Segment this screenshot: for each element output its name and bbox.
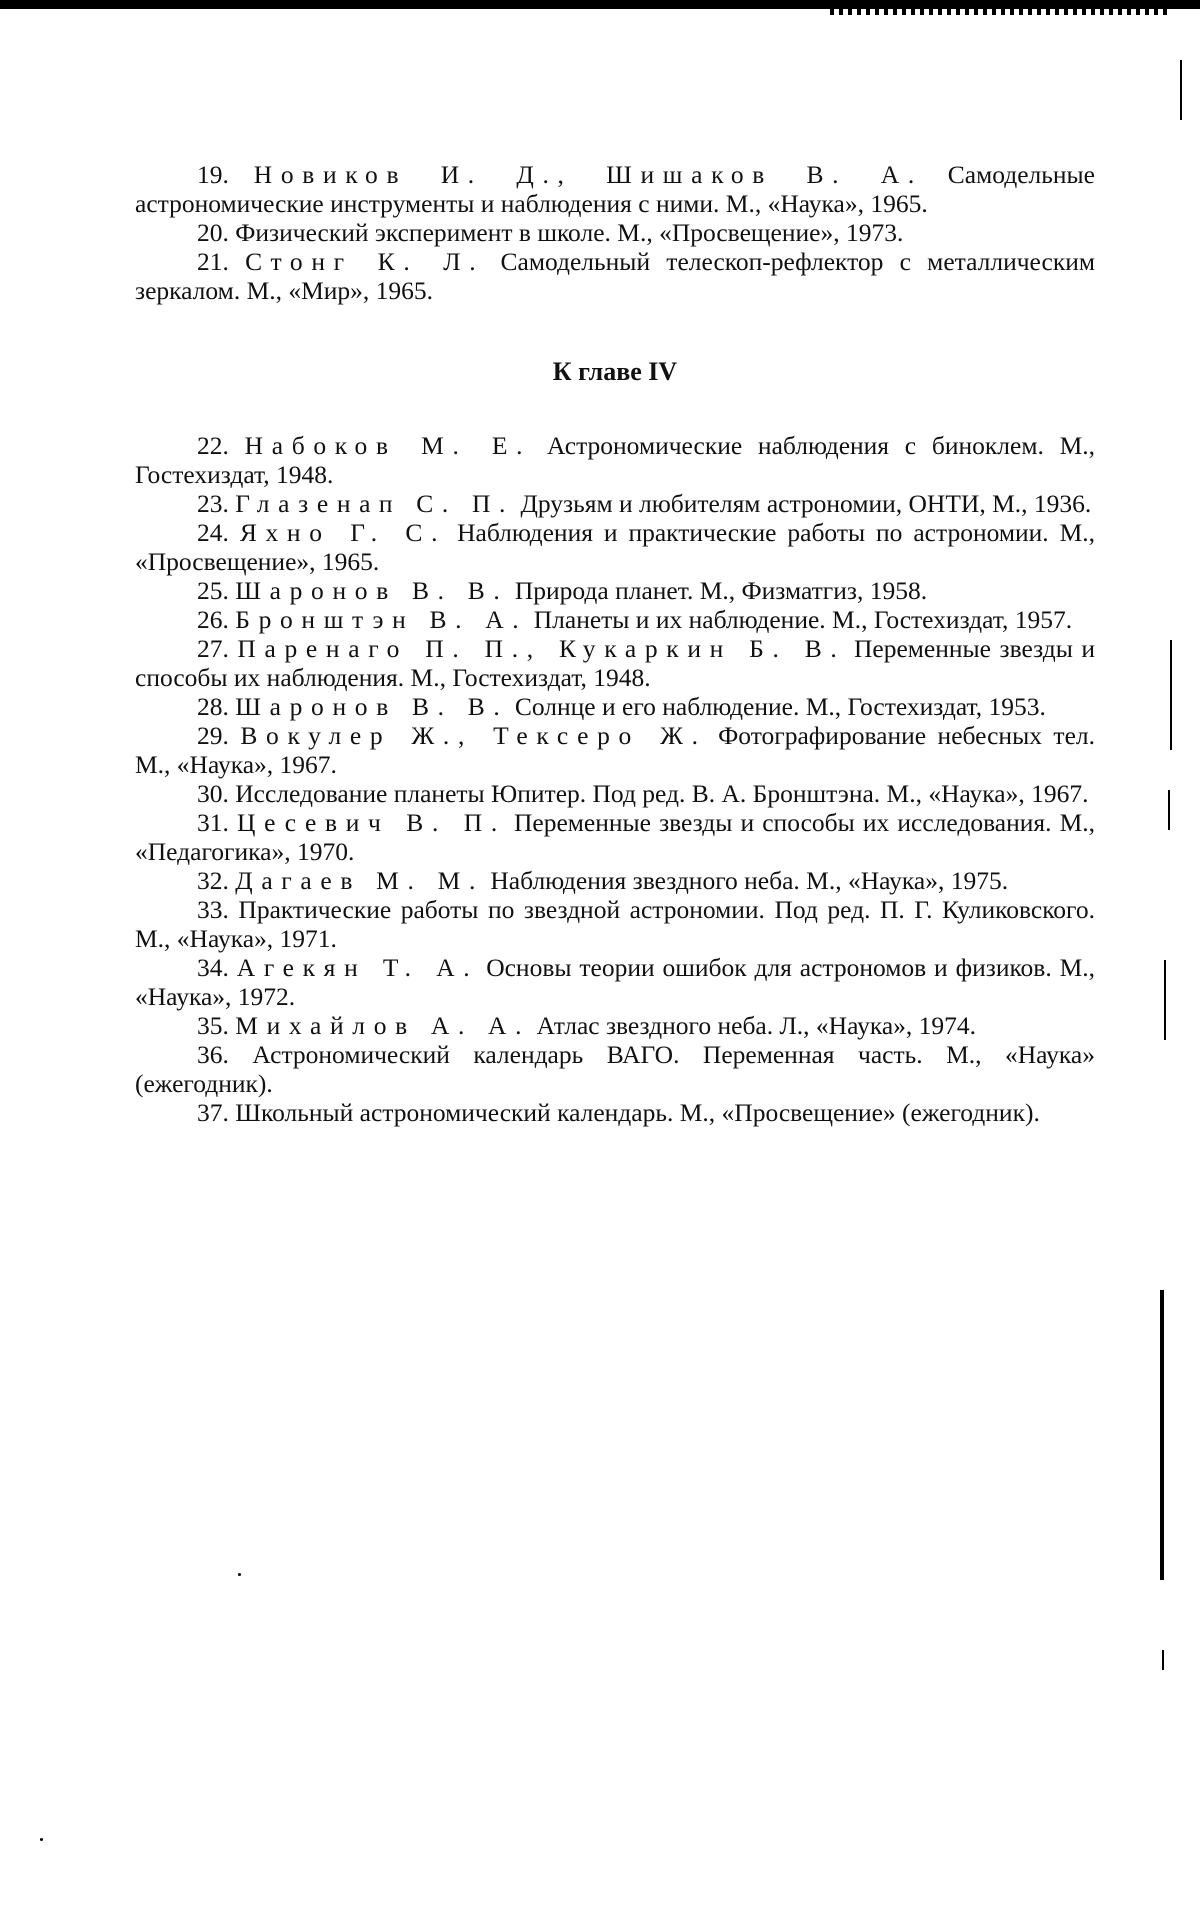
bibliography-entry	[135, 953, 1095, 1011]
bibliography-entry	[135, 1040, 1095, 1098]
bibliography-entry	[135, 247, 1095, 305]
bibliography-entry	[135, 431, 1095, 489]
entry-text: Атлас звездного неба. Л., «Наука», 1974.	[530, 1011, 977, 1040]
entry-text: Астрономический календарь ВАГО. Переменная часть. М., «Наука» (ежегодник).	[135, 1040, 1095, 1098]
entry-number: 27.	[197, 634, 229, 663]
entry-number: 35.	[197, 1011, 229, 1040]
bibliography-entry	[135, 779, 1095, 808]
entry-text: Основы теории ошибок для астрономов и физиков. М., «Наука», 1972.	[135, 953, 1096, 1011]
entry-number: 28.	[197, 692, 229, 721]
entry-author: Цесевич В. П.	[236, 808, 506, 837]
scan-top-border-edge	[830, 9, 1170, 15]
scan-edge-mark	[1162, 1650, 1164, 1670]
bibliography-list-chapter-iv	[135, 431, 1095, 1127]
entry-number: 21.	[197, 247, 229, 276]
bibliography-entry	[135, 576, 1095, 605]
entry-number: 23.	[197, 489, 229, 518]
entry-number: 20.	[197, 218, 229, 247]
entry-number: 22.	[197, 431, 229, 460]
scan-edge-mark	[1170, 640, 1172, 750]
entry-author: Шаронов В. В.	[235, 576, 509, 605]
bibliography-entry	[135, 634, 1095, 692]
scan-top-border	[0, 0, 1200, 9]
entry-number: 29.	[197, 721, 229, 750]
bibliography-entry	[135, 808, 1095, 866]
entry-author: Яхно Г. С.	[239, 518, 447, 547]
bibliography-entry	[135, 895, 1095, 953]
entry-number: 36.	[197, 1040, 229, 1069]
scan-speck	[238, 1573, 241, 1576]
entry-number: 33.	[197, 895, 229, 924]
entry-number: 24.	[197, 518, 229, 547]
entry-text: Солнце и его наблюдение. М., Гостехиздат, 1953.	[508, 692, 1046, 721]
entry-author: Агекян Т. А.	[236, 953, 479, 982]
entry-author: Глазенап С. П.	[235, 489, 515, 518]
entry-text: Друзьям и любителям астрономии, ОНТИ, М., 1936.	[514, 489, 1092, 518]
entry-author: Вокулер Ж., Тексеро Ж.	[240, 721, 707, 750]
entry-number: 19.	[197, 160, 229, 189]
entry-number: 37.	[197, 1098, 229, 1127]
entry-text: Фотографирование небесных тел. М., «Наука», 1967.	[135, 721, 1095, 779]
entry-text: Исследование планеты Юпитер. Под ред. В. А. Бронштэна. М., «Наука», 1967.	[228, 779, 1089, 808]
bibliography-entry	[135, 160, 1095, 218]
bibliography-entry	[135, 1011, 1095, 1040]
entry-author: Стонг К. Л.	[245, 247, 485, 276]
bibliography-entry	[135, 518, 1095, 576]
bibliography-entry	[135, 489, 1095, 518]
entry-author: Шаронов В. В.	[235, 692, 509, 721]
scan-edge-mark	[1160, 1290, 1164, 1580]
bibliography-entry	[135, 721, 1095, 779]
bibliography-entry	[135, 218, 1095, 247]
bibliography-entry	[135, 692, 1095, 721]
bibliography-list-continued	[135, 160, 1095, 305]
entry-text: Наблюдения звездного неба. М., «Наука», 1975.	[484, 866, 1009, 895]
entry-text: Наблюдения и практические работы по астрономии. М., «Просвещение», 1965.	[135, 518, 1096, 576]
entry-number: 32.	[197, 866, 229, 895]
entry-text: Переменные звезды и способы их наблюдения. М., Гостехиздат, 1948.	[135, 634, 1096, 692]
entry-text: Планеты и их наблюдение. М., Гостехиздат, 1957.	[527, 605, 1073, 634]
entry-author: Дагаев М. М.	[235, 866, 484, 895]
page-content	[135, 160, 1095, 1127]
entry-text: Самодельные астрономические инструменты и наблюдения с ними. М., «Наука», 1965.	[135, 160, 1095, 218]
bibliography-entry	[135, 1098, 1095, 1127]
section-heading: К главе IV	[552, 357, 678, 386]
entry-number: 26.	[197, 605, 229, 634]
entry-number: 25.	[197, 576, 229, 605]
entry-author: Новиков И. Д., Шишаков В. А.	[253, 160, 923, 189]
entry-author: Михайлов А. А.	[235, 1011, 531, 1040]
scan-edge-mark	[1164, 960, 1166, 1040]
entry-author: Паренаго П. П., Кукаркин Б. В.	[237, 634, 846, 663]
entry-text: Практические работы по звездной астрономии. Под ред. П. Г. Куликовского. М., «Наука», 1971.	[135, 895, 1095, 953]
entry-number: 34.	[197, 953, 229, 982]
entry-text: Самодельный телескоп-рефлектор с металлическим зеркалом. М., «Мир», 1965.	[135, 247, 1095, 305]
entry-author: Набоков М. Е.	[244, 431, 532, 460]
bibliography-entry	[135, 866, 1095, 895]
entry-author: Бронштэн В. А.	[235, 605, 528, 634]
entry-text: Физический эксперимент в школе. М., «Просвещение», 1973.	[228, 218, 904, 247]
entry-number: 30.	[197, 779, 229, 808]
entry-number: 31.	[197, 808, 229, 837]
entry-text: Школьный астрономический календарь. М., «Просвещение» (ежегодник).	[228, 1098, 1040, 1127]
scan-edge-mark	[1168, 790, 1170, 830]
entry-text: Переменные звезды и способы их исследования. М., «Педагогика», 1970.	[135, 808, 1096, 866]
entry-text: Природа планет. М., Физматгиз, 1958.	[508, 576, 928, 605]
entry-text: Астрономические наблюдения с биноклем. М., Гостехиздат, 1948.	[135, 431, 1096, 489]
scan-edge-mark	[1180, 60, 1182, 120]
bibliography-entry	[135, 605, 1095, 634]
scan-speck	[40, 1838, 43, 1841]
